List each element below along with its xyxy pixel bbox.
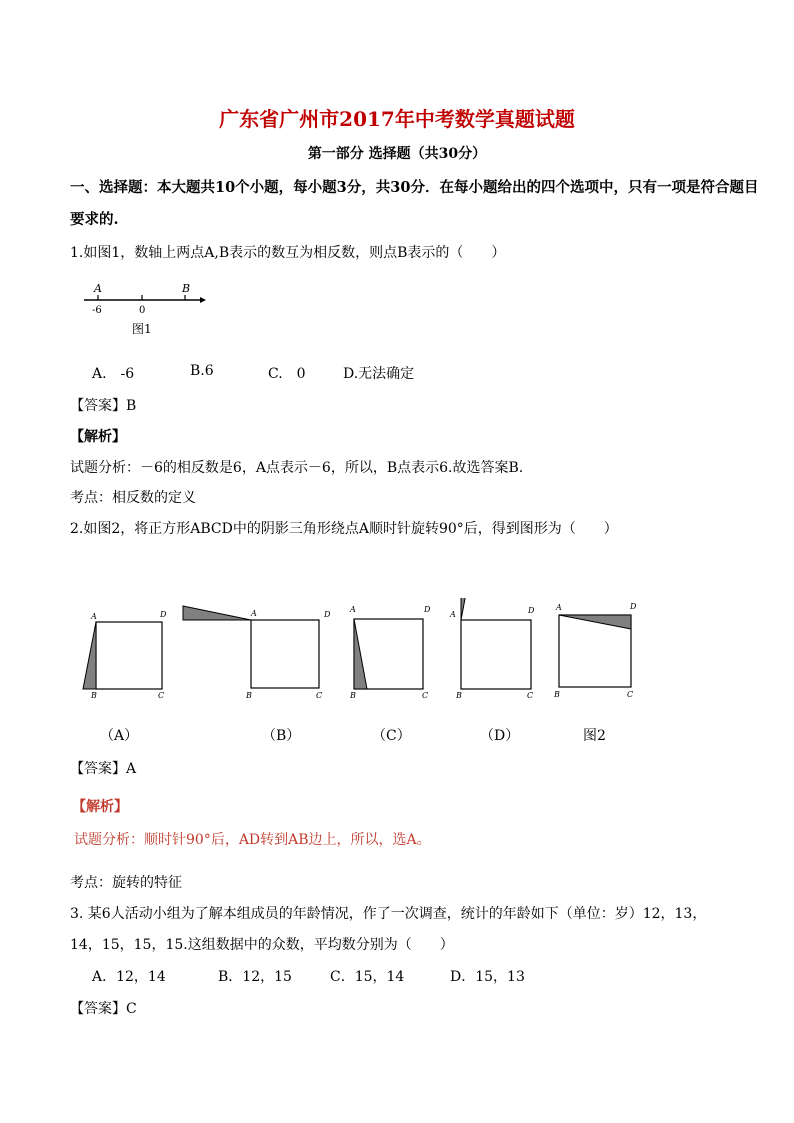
label-d: D [160, 610, 167, 619]
caption-option-d: （D） [480, 728, 520, 744]
shaded-triangle-d [461, 598, 474, 620]
label-c: C [316, 691, 323, 700]
label-a: A [251, 609, 257, 618]
q1-kaodian: 考点：相反数的定义 [70, 490, 196, 506]
caption-option-a: （A） [100, 728, 139, 744]
label-d: D [424, 605, 431, 614]
shaded-triangle-original [559, 615, 631, 629]
label-d: D [324, 610, 331, 619]
caption-figure2: 图2 [583, 728, 606, 744]
section-instructions-line1: 一、选择题：本大题共10个小题，每小题3分，共30分．在每小题给出的四个选项中，只有一项是符合题目 [70, 179, 759, 196]
q2-stem: 2.如图2，将正方形ABCD中的阴影三角形绕点A顺时针旋转90°后，得到图形为（ ） [70, 521, 618, 537]
q3-option-a: A．12，14 [92, 969, 166, 985]
square-a [96, 622, 162, 689]
q1-option-d: D.无法确定 [343, 366, 415, 382]
option-c-figure [349, 605, 431, 700]
caption-option-b: （B） [262, 728, 301, 744]
label-c: C [527, 691, 534, 700]
shaded-triangle-a [83, 622, 96, 689]
point-b-label: B [182, 282, 191, 295]
section-instructions-line2: 要求的. [70, 211, 119, 228]
label-b: B [350, 691, 356, 700]
q2-kaodian: 考点：旋转的特征 [70, 875, 182, 891]
label-a: A [450, 610, 456, 619]
q1-option-c: C. 0 [268, 366, 306, 382]
option-a-figure [83, 610, 167, 700]
label-b: B [554, 690, 560, 699]
square-d [461, 620, 531, 689]
point-a-label: A [94, 282, 102, 295]
label-b: B [246, 691, 252, 700]
q1-analysis: 试题分析：－6的相反数是6，A点表示－6，所以，B点表示6.故选答案B. [70, 460, 524, 476]
q2-analysis-label: 【解析】 [72, 799, 128, 815]
q3-answer: 【答案】C [70, 1001, 137, 1017]
q1-option-a: A. -6 [92, 366, 135, 382]
q3-option-b: B．12，15 [218, 969, 292, 985]
label-a: A [556, 603, 562, 612]
caption-option-c: （C） [372, 728, 411, 744]
shaded-triangle-c [354, 619, 367, 689]
section-subtitle: 第一部分 选择题（共30分） [307, 146, 487, 162]
label-d: D [630, 602, 637, 611]
number-line-arrow [200, 297, 206, 303]
q1-option-b: B.6 [190, 363, 214, 379]
tick-label-neg6: -6 [92, 305, 102, 316]
label-c: C [422, 691, 429, 700]
q3-option-d: D．15，13 [450, 969, 525, 985]
q1-answer: 【答案】B [70, 398, 137, 414]
q2-answer: 【答案】A [70, 761, 137, 777]
q3-option-c: C．15，14 [330, 969, 405, 985]
label-d: D [528, 606, 535, 615]
square-b [251, 620, 319, 688]
label-a: A [350, 605, 356, 614]
label-b: B [91, 691, 97, 700]
shaded-triangle-b [183, 606, 251, 620]
page-title: 广东省广州市2017年中考数学真题试题 [219, 107, 575, 131]
q2-figures [70, 598, 660, 712]
q1-analysis-label: 【解析】 [70, 429, 126, 445]
label-a: A [91, 612, 97, 621]
figure2-original [553, 602, 637, 699]
q1-figure-number-line [78, 278, 208, 344]
rotation-options-svg [70, 598, 660, 708]
option-d-figure [449, 598, 535, 700]
q3-stem-line1: 3. 某6人活动小组为了解本组成员的年龄情况，作了一次调查，统计的年龄如下（单位：岁）12，13， [70, 906, 707, 922]
tick-label-zero: 0 [139, 305, 146, 316]
q1-stem: 1.如图1，数轴上两点A,B表示的数互为相反数，则点B表示的（ ） [70, 245, 506, 261]
q3-stem-line2: 14，15，15，15.这组数据中的众数，平均数分别为（ ） [70, 937, 454, 953]
label-c: C [627, 690, 634, 699]
option-b-figure [183, 606, 331, 700]
label-b: B [456, 691, 462, 700]
q2-analysis: 试题分析：顺时针90°后，AD转到AB边上，所以，选A。 [74, 832, 431, 848]
label-c: C [158, 691, 165, 700]
figure1-caption: 图1 [132, 322, 152, 336]
number-line-svg [78, 278, 208, 340]
